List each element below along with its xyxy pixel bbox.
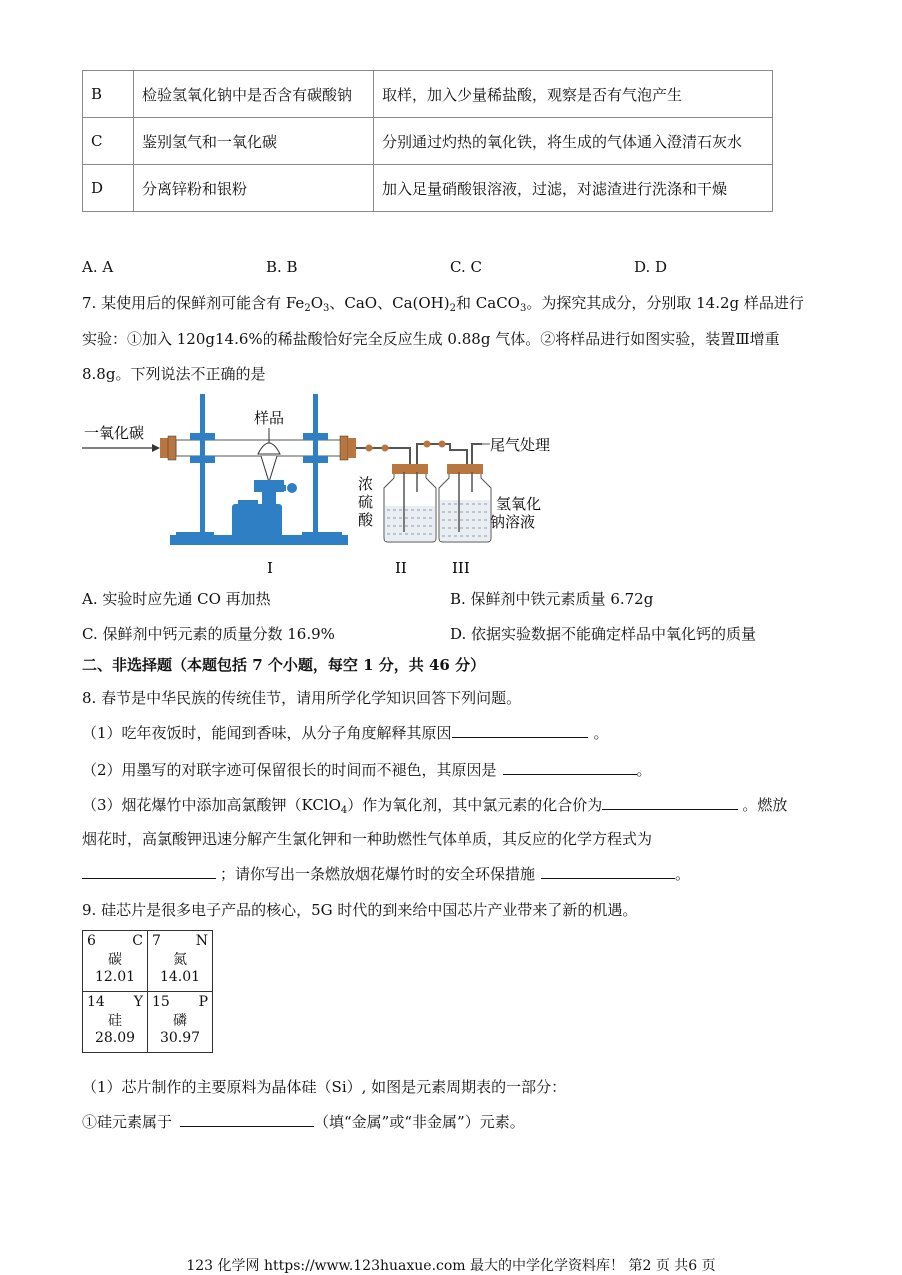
table-row: [83, 71, 773, 118]
row-method: 加入足量硝酸银溶液，过滤，对滤渣进行洗涤和干燥: [374, 165, 773, 212]
co-label: 一氧化碳: [84, 424, 145, 442]
row-purpose: 检验氢氧化钠中是否含有碳酸钠: [134, 71, 374, 118]
q7-option-d: D. 依据实验数据不能确定样品中氧化钙的质量: [450, 625, 757, 643]
apparatus-diagram: [82, 392, 572, 582]
q9-part1a: ①硅元素属于 （填“金属”或“非金属”）元素。: [82, 1113, 525, 1131]
row-letter: D: [83, 165, 134, 212]
acid-label-2: 硫: [358, 493, 374, 511]
options-table: [82, 70, 773, 212]
answer-c: C. C: [450, 258, 482, 276]
table-row: [83, 118, 773, 165]
q8-part3-line2: 烟花时，高氯酸钾迅速分解产生氯化钾和一种助燃性气体单质，其反应的化学方程式为: [82, 830, 653, 848]
row-purpose: 分离锌粉和银粉: [134, 165, 374, 212]
q8-stem: 8. 春节是中华民族的传统佳节，请用所学化学知识回答下列问题。: [82, 689, 522, 707]
element-cell: 6 C 碳 12.01: [83, 931, 148, 992]
answer-b: B. B: [266, 258, 298, 276]
q7-option-a: A. 实验时应先通 CO 再加热: [82, 590, 271, 608]
q7-stem-line2: 实验：①加入 120g14.6%的稀盐酸恰好完全反应生成 0.88g 气体。②将样品进行如图实验，装置Ⅲ增重: [82, 330, 780, 348]
element-cell: 14 Y 硅 28.09: [83, 992, 148, 1053]
q9-part1: （1）芯片制作的主要原料为晶体硅（Si）, 如图是元素周期表的一部分：: [82, 1078, 567, 1096]
answer-a: A. A: [82, 258, 114, 276]
acid-label-1: 浓: [358, 475, 374, 493]
q7-option-b: B. 保鲜剂中铁元素质量 6.72g: [450, 590, 654, 608]
row-method: 分别通过灼热的氧化铁，将生成的气体通入澄清石灰水: [374, 118, 773, 165]
q7-option-c: C. 保鲜剂中钙元素的质量分数 16.9%: [82, 625, 335, 643]
answer-blank[interactable]: [82, 864, 216, 879]
element-cell: 7 N 氮 14.01: [148, 931, 213, 992]
naoh-label-1: 氢氧化: [496, 495, 542, 513]
label-ii: II: [395, 559, 407, 577]
acid-label-3: 酸: [358, 511, 374, 529]
q8-part3-line3: ；请你写出一条燃放烟花爆竹时的安全环保措施 。: [82, 864, 690, 884]
label-i: I: [267, 559, 273, 577]
exhaust-label: 尾气处理: [490, 436, 551, 454]
answer-d: D. D: [634, 258, 668, 276]
periodic-table-fragment: [82, 930, 213, 1053]
q8-part1: （1）吃年夜饭时，能闻到香味，从分子角度解释其原因 。: [82, 724, 609, 742]
q7-stem-line1: 7. 某使用后的保鲜剂可能含有 $Fe_2O_3$、CaO、$Ca(OH)_2$和 CaCO$_3$。为探究其成分，分别取 14.2g 样品进行: [82, 294, 804, 314]
label-iii: III: [452, 559, 470, 577]
q7-stem-line3: 8.8g。下列说法不正确的是: [82, 365, 266, 383]
page-footer: 123 化学网 https://www.123huaxue.com 最大的中学化学资料库！ 第2 页 共6 页: [186, 1258, 716, 1274]
answer-blank[interactable]: [452, 723, 588, 738]
answer-blank[interactable]: [602, 795, 738, 810]
answer-blank[interactable]: [541, 864, 675, 879]
element-cell: 15 P 磷 30.97: [148, 992, 213, 1053]
q9-stem: 9. 硅芯片是很多电子产品的核心，5G 时代的到来给中国芯片产业带来了新的机遇。: [82, 901, 638, 919]
section2-heading: 二、非选择题（本题包括 7 个小题，每空 1 分，共 46 分）: [82, 656, 486, 674]
row-letter: C: [83, 118, 134, 165]
table-row: [83, 165, 773, 212]
q8-part2: （2）用墨写的对联字迹可保留很长的时间而不褪色，其原因是 。: [82, 761, 652, 779]
q8-part3: （3）烟花爆竹中添加高氯酸钾（KClO$_4$）作为氧化剂，其中氯元素的化合价为 。燃放: [82, 796, 788, 816]
row-method: 取样，加入少量稀盐酸，观察是否有气泡产生: [374, 71, 773, 118]
answer-blank[interactable]: [503, 760, 637, 775]
naoh-label-2: 钠溶液: [490, 513, 536, 531]
sample-label: 样品: [254, 409, 285, 427]
row-purpose: 鉴别氢气和一氧化碳: [134, 118, 374, 165]
answer-blank[interactable]: [180, 1112, 314, 1127]
row-letter: B: [83, 71, 134, 118]
